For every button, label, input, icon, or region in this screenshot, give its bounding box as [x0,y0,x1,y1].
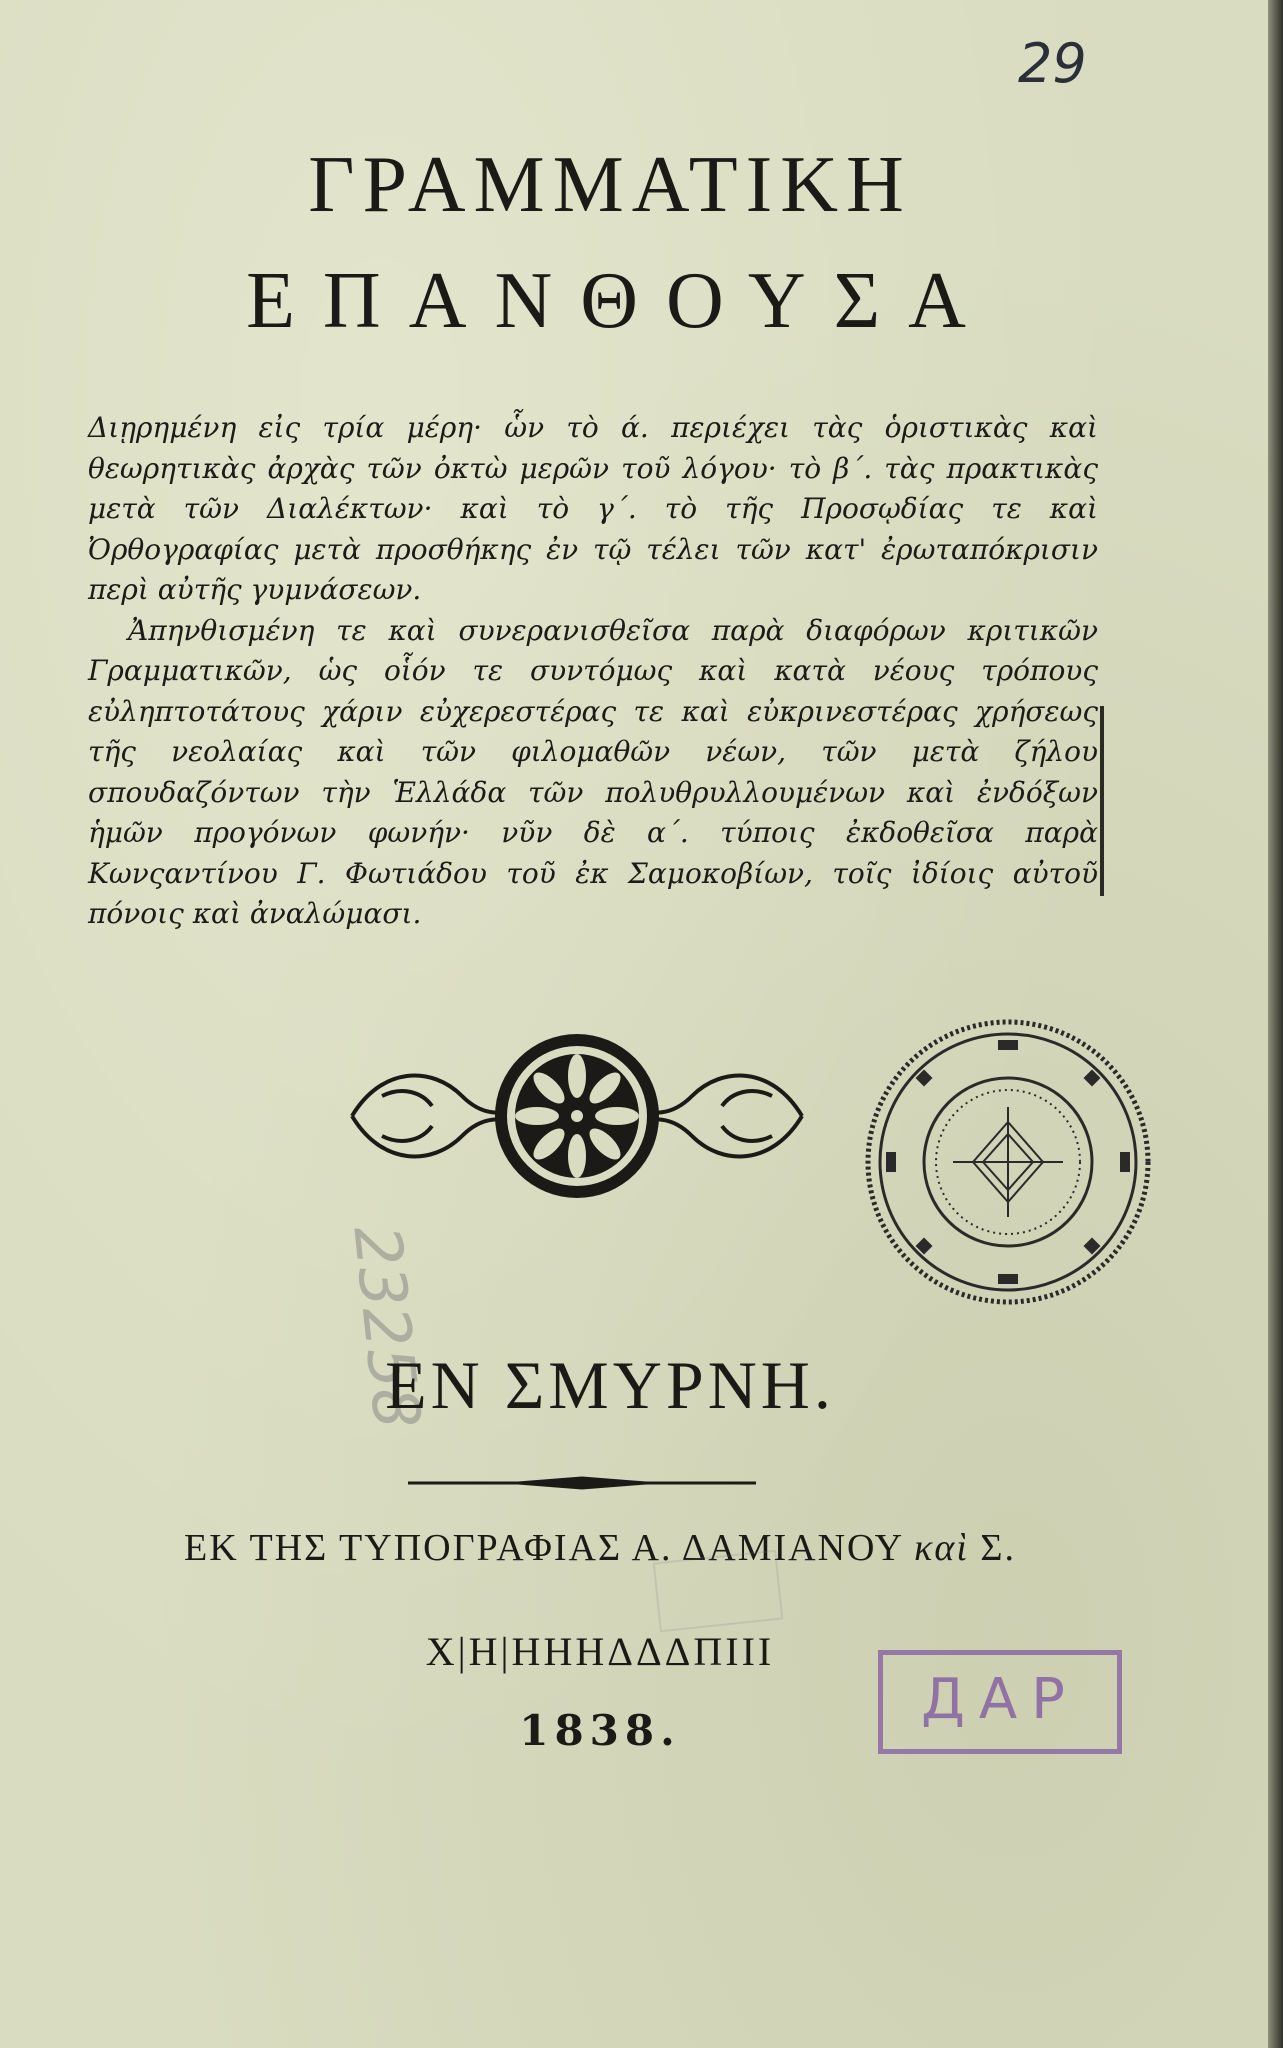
place-of-printing: ΕΝ ΣΜΥΡΝΗ. [385,1347,835,1423]
dar-stamp-label: ДАР [921,1667,1079,1732]
description-paragraph-1: Διῃρημένη εἰς τρία μέρη· ὧν τὸ ά. περιέχει τὰς ὁριστικὰς καὶ θεωρητικὰς ἀρχὰς τῶν ὀκτὼ μερῶν τοῦ λόγου· τὸ β΄. τὰς πρακτικὰς μετὰ τῶν Διαλέκτων· καὶ τὸ γ΄. τὸ τῆς Προσῳδίας τε καὶ Ὀρθογραφίας μετὰ προσθήκης ἐν τῷ τέλει τῶν κατ' ἐρωταπόκρισιν περὶ αὐτῆς γυμνάσεων. [88,411,1098,606]
description-paragraph-2: Ἀπηνθισμένη τε καὶ συνερανισθεῖσα παρὰ διαφόρων κριτικῶν Γραμματικῶν, ὡς οἷόν τε συντόμως καὶ κατὰ νέους τρόπους εὐληπτοτάτους χάριν εὐχερεστέρας τε καὶ εὐκρινεστέρας χρήσεως τῆς νεολαίας καὶ τῶν φιλομαθῶν νέων, τῶν μετὰ ζήλου σπουδαζόντων τὴν Ἑλλάδα τῶν πολυθρυλλουμένων καὶ ἐνδόξων ἡμῶν προγόνων φωνήν· νῦν δὲ α΄. τύποις ἐκδοθεῖσα παρὰ Κωνςαντίνου Γ. Φωτιάδου τοῦ ἐκ Σαμοκοβίων, τοῖς ἰδίοις αὐτοῦ πόνοις καὶ ἀναλώμασι. [88,613,1098,930]
printer-and: καὶ [914,1527,969,1569]
handwritten-shelfmark: 29 [1018,32,1087,95]
decorative-rule [408,1476,756,1490]
handwritten-accession-number: 23258 [338,1222,434,1433]
faded-stamp-mark [653,1550,784,1633]
title-line-1: ΓΡΑΜΜΑΤΙΚΗ [308,141,912,229]
library-round-stamp-icon [858,1012,1158,1312]
printer-name: ΕΚ ΤΗΣ ΤΥΠΟΓΡΑΦΙΑΣ Α. ΔΑΜΙΑΝΟΥ [183,1527,903,1569]
printer-line [0,1526,1180,1570]
dar-library-stamp [878,1650,1122,1754]
title-line-2: ΕΠΑΝΘΟΥΣΑ [246,257,994,345]
publication-year: 1838. [519,1706,681,1755]
margin-bar [1100,706,1104,896]
book-edge [1268,0,1283,2048]
printers-ornament-icon [342,1026,812,1206]
description-block [88,408,1098,935]
greek-numeral-date: Χ|Η|ΗΗΗΔΔΔΠΙΙΙ [425,1629,775,1674]
printer-suffix: Σ. [980,1527,1017,1569]
